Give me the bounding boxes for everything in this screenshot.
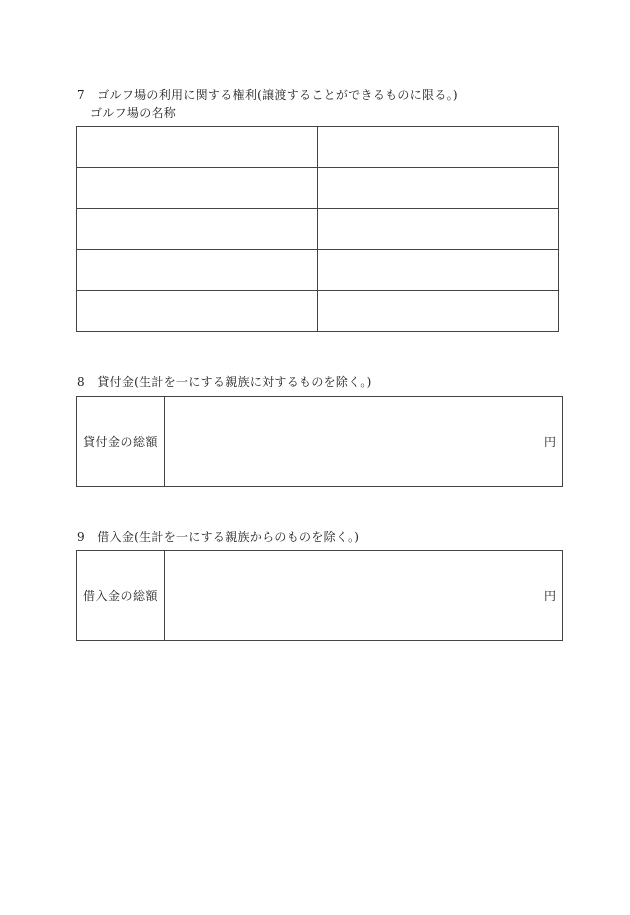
yen-unit: 円 bbox=[543, 589, 556, 603]
table-row bbox=[77, 168, 559, 209]
section-8-heading: 8 貸付金(生計を一にする親族に対するものを除く。) bbox=[77, 375, 372, 389]
table-row bbox=[77, 127, 559, 168]
golf-detail-cell[interactable] bbox=[318, 250, 559, 291]
golf-name-cell[interactable] bbox=[77, 209, 318, 250]
golf-name-cell[interactable] bbox=[77, 291, 318, 332]
golf-detail-cell[interactable] bbox=[318, 209, 559, 250]
golf-name-cell[interactable] bbox=[77, 168, 318, 209]
borrowing-total-table bbox=[76, 550, 563, 641]
golf-detail-cell[interactable] bbox=[318, 168, 559, 209]
golf-name-cell[interactable] bbox=[77, 250, 318, 291]
golf-course-name-label: ゴルフ場の名称 bbox=[90, 106, 177, 120]
table-row bbox=[77, 209, 559, 250]
golf-detail-cell[interactable] bbox=[318, 127, 559, 168]
borrowing-total-label: 借入金の総額 bbox=[77, 551, 165, 641]
loan-total-field[interactable] bbox=[165, 397, 563, 487]
golf-course-table bbox=[76, 126, 559, 332]
borrowing-total-field[interactable] bbox=[165, 551, 563, 641]
loan-total-table bbox=[76, 396, 563, 487]
loan-total-label: 貸付金の総額 bbox=[77, 397, 165, 487]
yen-unit: 円 bbox=[543, 435, 556, 449]
table-row bbox=[77, 250, 559, 291]
golf-name-cell[interactable] bbox=[77, 127, 318, 168]
section-9-heading: 9 借入金(生計を一にする親族からのものを除く。) bbox=[77, 530, 360, 544]
golf-detail-cell[interactable] bbox=[318, 291, 559, 332]
section-7-heading: 7 ゴルフ場の利用に関する権利(譲渡することができるものに限る。) bbox=[77, 88, 458, 102]
table-row bbox=[77, 291, 559, 332]
